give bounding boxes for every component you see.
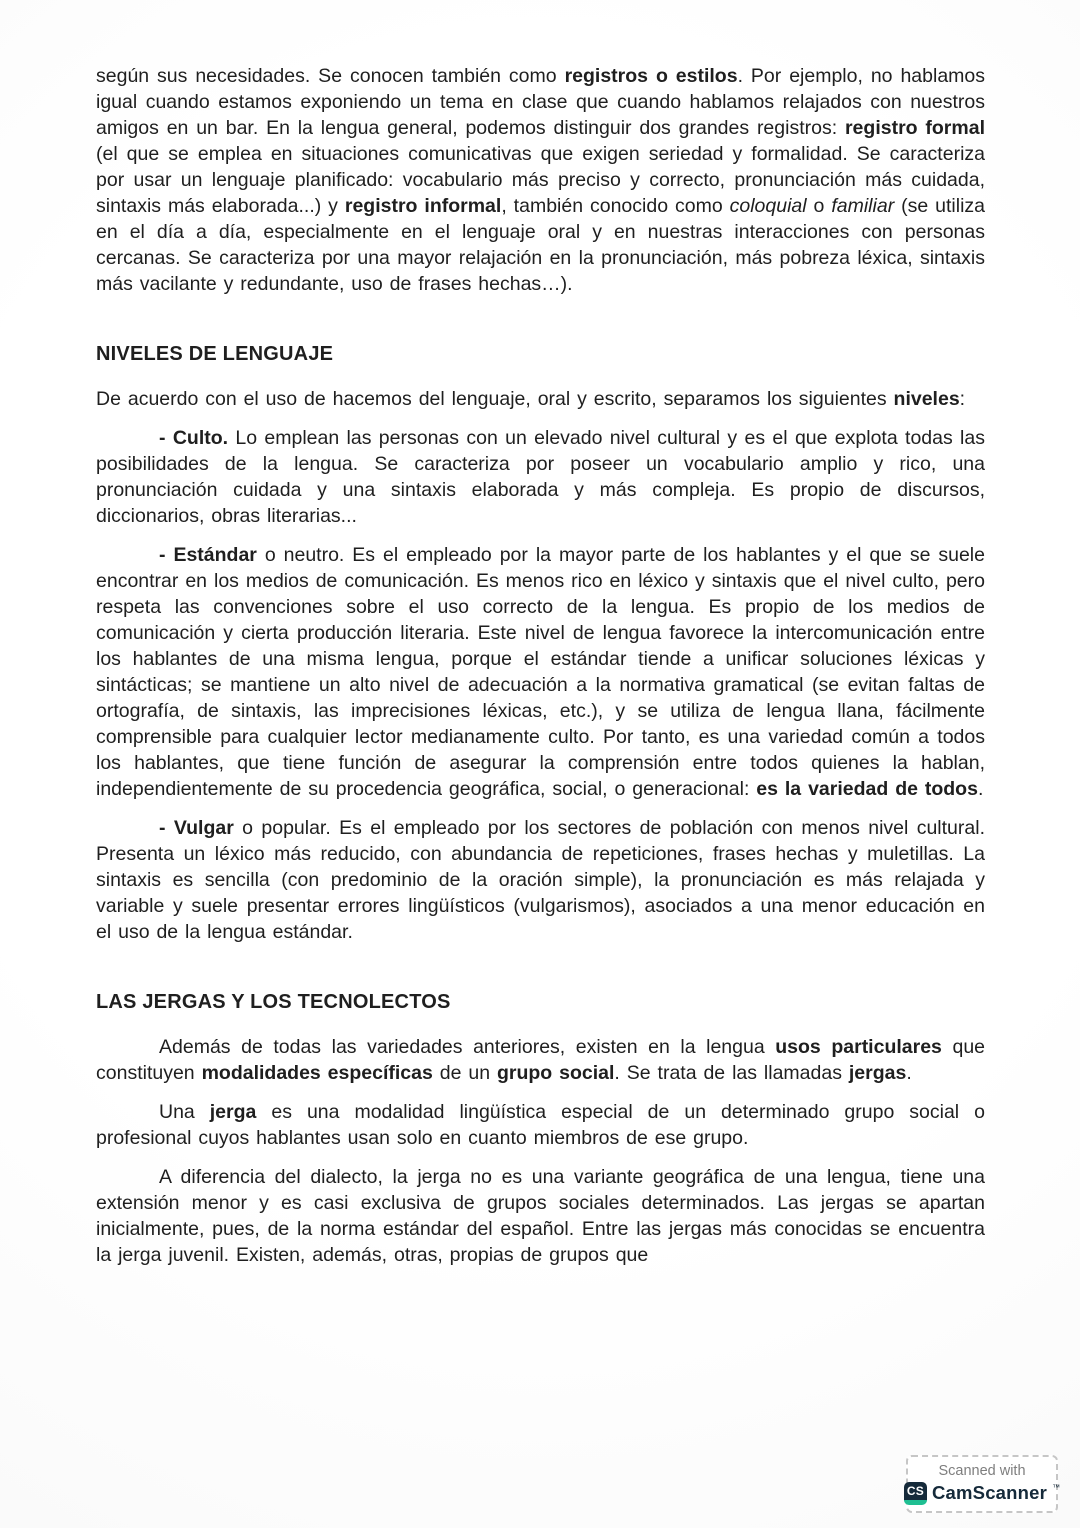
text-segment: - Vulgar — [159, 817, 234, 839]
text-segment: : — [959, 388, 966, 410]
watermark-scanned-with-label: Scanned with — [938, 1462, 1026, 1479]
text-segment: A diferencia del dialecto, la jerga no es una variante geográfica de una lengua, tiene una extensión menor y es casi exclusiva de grupos sociales determinados. Las jergas se apartan inicialmente, pues, de la norma estándar del español. Entre las jergas más conocidas se encuentra la jerga juvenil. Existen, además, otras, propias de grupos que — [96, 1166, 985, 1266]
paragraph — [96, 542, 985, 802]
paragraph — [96, 63, 985, 297]
text-segment: o popular. Es el empleado por los sectores de población con menos nivel cultural. Presenta un léxico más reducido, con abundancia de repeticiones, frases hechas y muletillas. La sintaxis es sencilla (con predominio de la oración simple), la pronunciación es más relajada y variable y suele presentar errores lingüísticos (vulgarismos), asociados a una menor educación en el uso de la lengua estándar. — [96, 817, 985, 943]
text-segment: o — [806, 195, 832, 217]
scanned-document-page — [96, 63, 985, 1281]
text-segment: . — [977, 778, 984, 800]
text-segment: es una modalidad lingüística especial de un determinado grupo social o profesional cuyos hablantes usan solo en cuanto miembros de ese grupo. — [96, 1101, 985, 1149]
text-segment: de un — [432, 1062, 497, 1084]
camscanner-logo-icon — [904, 1482, 927, 1505]
paragraph — [96, 386, 985, 412]
text-segment: jergas — [848, 1062, 907, 1084]
text-segment: . Por ejemplo, no hablamos igual cuando estamos exponiendo un tema en clase que cuando hablamos relajados con nuestros amigos en un bar. En la lengua general, podemos distinguir dos grandes registros: — [96, 65, 986, 139]
text-segment: LAS JERGAS Y LOS TECNOLECTOS — [96, 991, 451, 1013]
camscanner-logo-letters: CS — [906, 1483, 925, 1498]
section-heading — [96, 341, 985, 367]
text-segment: grupo social — [496, 1062, 615, 1084]
paragraph — [96, 815, 985, 945]
watermark-brand-row — [904, 1482, 1060, 1505]
text-segment: Una — [159, 1101, 210, 1123]
paragraph — [96, 1164, 985, 1268]
text-segment: - Estándar — [159, 544, 257, 566]
paragraph — [96, 1099, 985, 1151]
text-segment: . — [906, 1062, 912, 1084]
watermark-brand-name: CamScanner — [931, 1482, 1048, 1503]
text-segment: . Se trata de las llamadas — [614, 1062, 849, 1084]
paragraph — [96, 1034, 985, 1086]
text-segment: - Culto. — [159, 427, 229, 449]
text-segment: (el que se emplea en situaciones comunicativas que exigen seriedad y formalidad. Se caracteriza por usar un lenguaje planificado: vocabulario más preciso y correcto, pronunciación más cuidada, sintaxis más elaborada...) y — [96, 143, 985, 217]
text-segment: usos particulares — [775, 1036, 942, 1058]
text-segment: registros o estilos — [564, 65, 738, 87]
text-segment: Lo emplean las personas con un elevado nivel cultural y es el que explota todas las posibilidades de la lengua. Se caracteriza por poseer un vocabulario amplio y rico, una pronunciación cuidada y una sintaxis elaborada y más compleja. Es propio de discursos, diccionarios, obras literarias... — [96, 427, 985, 527]
text-segment: jerga — [209, 1101, 257, 1123]
text-segment: Además de todas las variedades anteriores, existen en la lengua — [159, 1036, 776, 1058]
text-segment: según sus necesidades. Se conocen también como — [96, 65, 565, 87]
document-body — [96, 63, 985, 1268]
text-segment: NIVELES DE LENGUAJE — [96, 343, 334, 365]
text-segment: niveles — [893, 388, 960, 410]
text-segment: es la variedad de todos — [756, 778, 978, 800]
section-heading — [96, 989, 985, 1015]
text-segment: coloquial — [729, 195, 807, 217]
text-segment: familiar — [831, 195, 895, 217]
text-segment: (se utiliza en el día a día, especialmente en el lenguaje oral y en nuestras interacciones con personas cercanas. Se caracteriza por una mayor relajación en la pronunciación, más pobreza léxica, sintaxis más vacilante y redundante, uso de frases hechas…). — [96, 195, 986, 295]
trademark-symbol: ™ — [1052, 1482, 1061, 1492]
text-segment: modalidades específicas — [201, 1062, 433, 1084]
text-segment: De acuerdo con el uso de hacemos del lenguaje, oral y escrito, separamos los siguientes — [96, 388, 894, 410]
paragraph — [96, 425, 985, 529]
text-segment: o neutro. Es el empleado por la mayor parte de los hablantes y el que se suele encontrar en los medios de comunicación. Es menos rico en léxico y sintaxis que el nivel culto, pero respeta las convenciones sobre el uso correcto de la lengua. Es propio de los medios de comunicación y cierta producción literaria. Este nivel de lengua favorece la intercomunicación entre los hablantes de una misma lengua, porque el estándar tiende a unificar soluciones léxicas y sintácticas; se mantiene un alto nivel de adecuación a la normativa gramatical (se evitan faltas de ortografía, de sintaxis, las imprecisiones léxicas, etc.), y se utiliza de lengua llana, fácilmente comprensible para cualquier lector medianamente culto. Por tanto, es una variedad común a todos los hablantes, que tiene función de asegurar la comprensión entre todos quienes la hablan, independientemente de su procedencia geográfica, social, o generacional: — [96, 544, 985, 800]
text-segment: que constituyen — [96, 1036, 986, 1084]
camscanner-watermark — [906, 1455, 1061, 1513]
text-segment: registro informal — [344, 195, 502, 217]
text-segment: registro formal — [844, 117, 985, 139]
text-segment: , también conocido como — [501, 195, 730, 217]
